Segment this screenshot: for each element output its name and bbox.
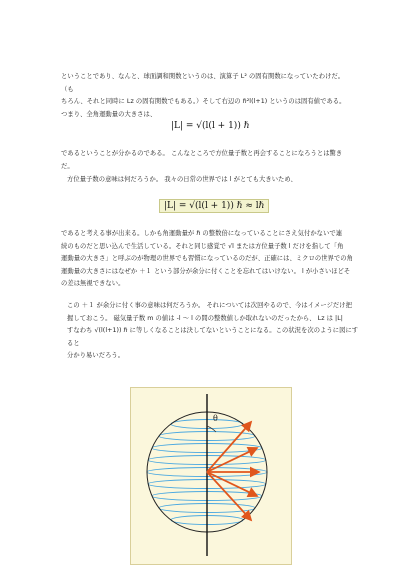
angular-momentum-vectors <box>207 422 259 520</box>
paragraph-2: であるということが分かるのである。 こんなところで方位量子数と再会することになろうとは驚きだ。 <box>61 150 343 170</box>
paragraph-4: であると考える事が出来る。しかも角運動量が ℏ の整数倍になっていることにさえ気付かないで連 続のものだと思い込んで生活している。それと同じ感覚で √l または方位量子数 l だけを指して「角 運動量の大きさ」と呼ぶのが物理の世界でも習慣になっているのだが、正確には、ミクロの世界での角 運動量の大きさにはなぜか ＋１ という部分が余分に付くことを忘れてはいけない。 l が小さいほどそ の差は無視できない。 <box>61 230 353 288</box>
vector-model-diagram <box>131 388 291 564</box>
paragraph-1: ということであり、なんと、球面調和関数というのは、演算子 L² の固有関数になっていたわけだ。（も ちろん、それと同時に Lz の固有関数でもある。）そして右辺の ℏ²l(l+1) というのは固有値である。 つまり、全角運動量の大きさは、 <box>61 73 346 118</box>
paragraph-3: 方位量子数の意味は何だろうか。 我々の日常の世界では l がとても大きいため、 <box>67 176 297 183</box>
angular-momentum-figure <box>130 387 292 565</box>
equation-angular-momentum: |L| = √(l(l + 1)) ℏ <box>171 121 250 131</box>
equation-approximation: |L| = √(l(l + 1)) ℏ ≈ lℏ <box>159 199 269 213</box>
paragraph-5: この ＋１ が余分に付く事の意味は何だろうか。 それについては次回やるので、今はイメージだけ把 握しておこう。 磁気量子数 m の値は -l ～ l の間の整数値しか取れないのだったから、 Lz は |L| すなわち √(l(l+1)) ℏ に等しくなることは決してないということになる。この状況を次のように図にすると 分かり易いだろう。 <box>67 302 359 360</box>
theta-label: θ <box>213 414 218 423</box>
